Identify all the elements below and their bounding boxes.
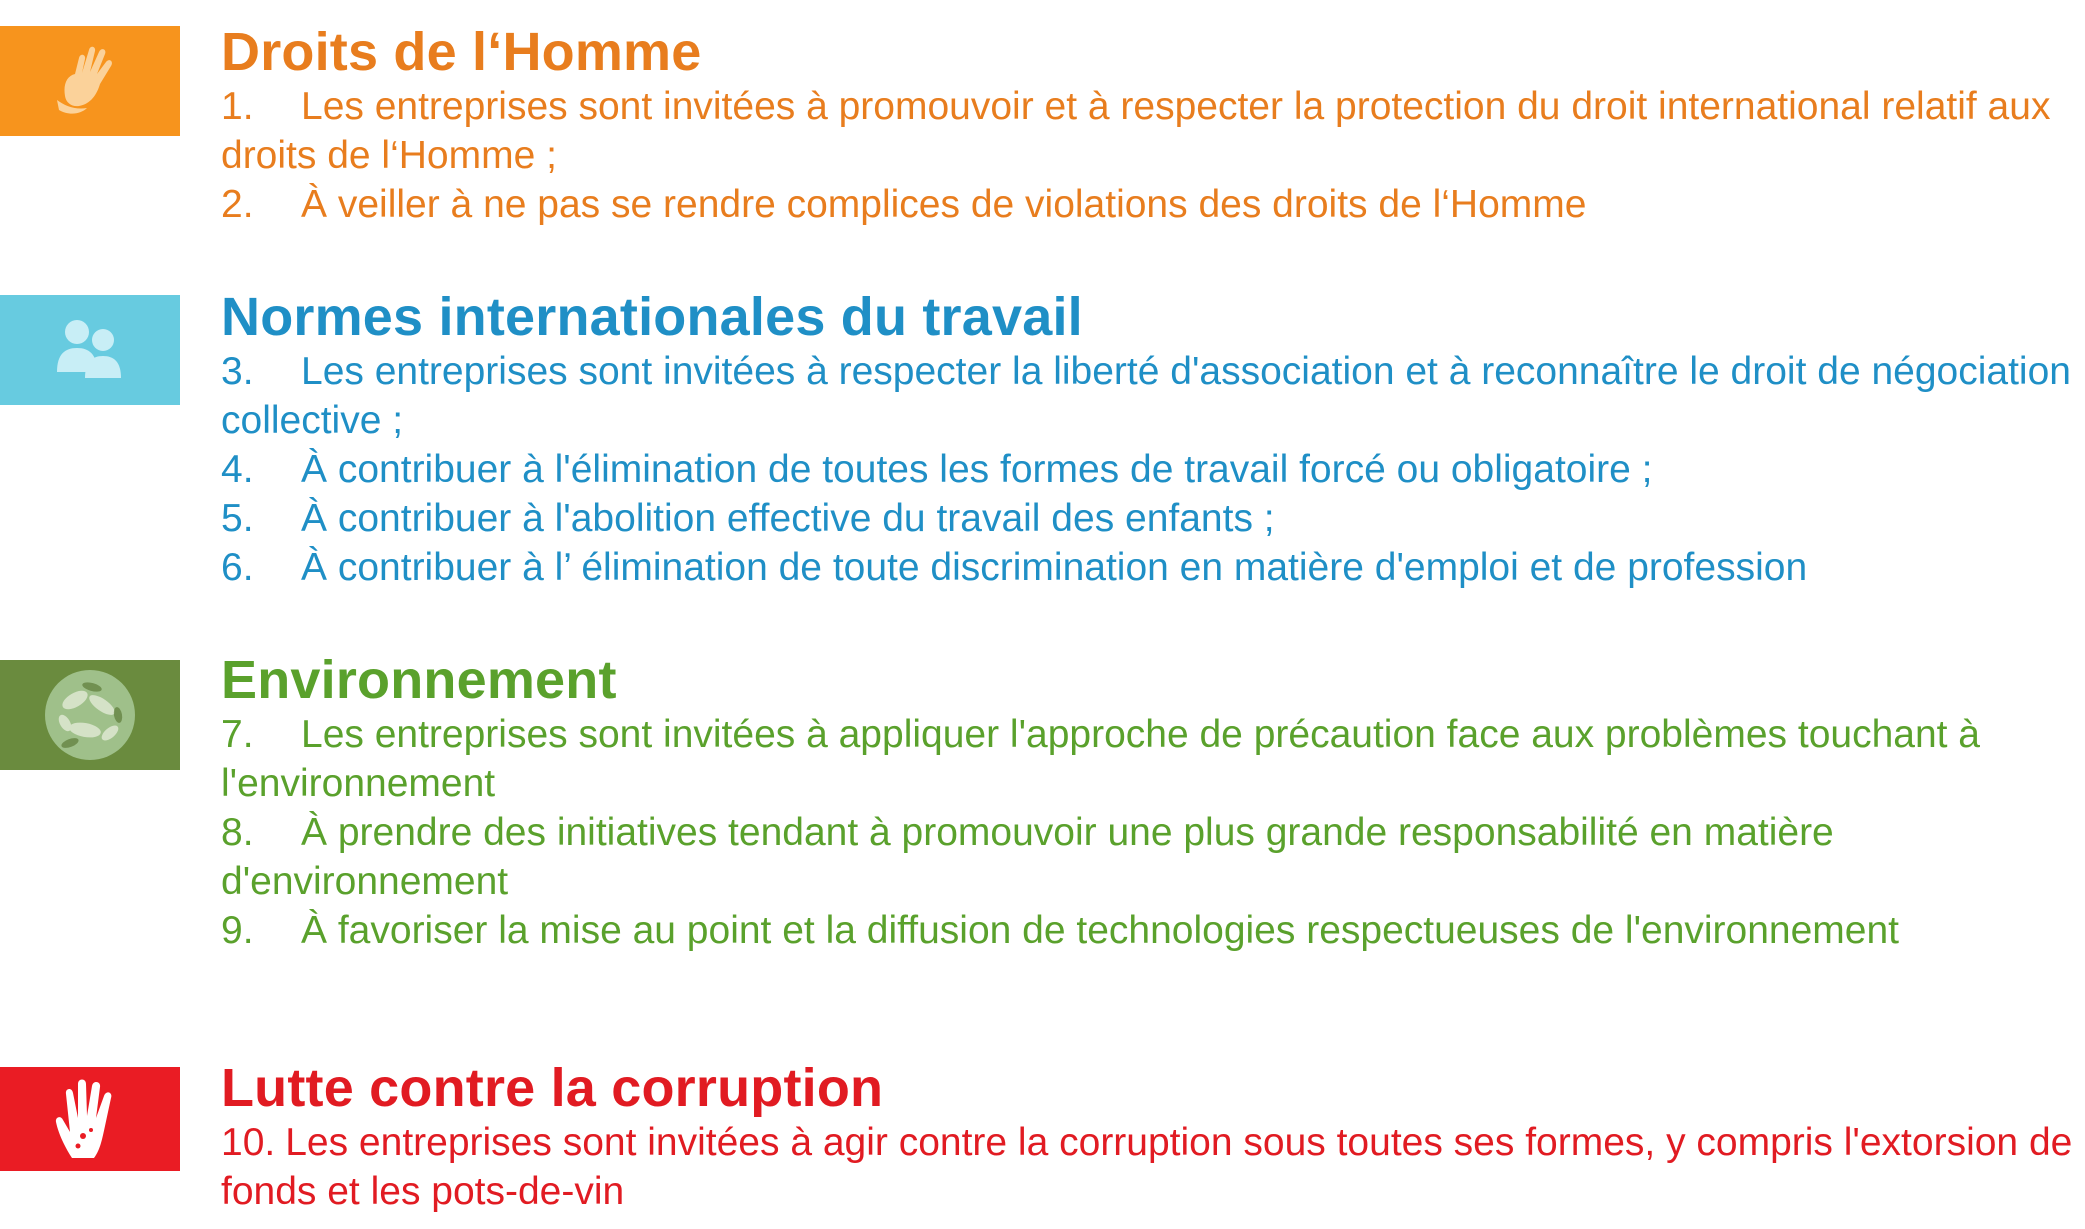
principle-item bbox=[221, 180, 2081, 229]
principle-text: À prendre des initiatives tendant à promouvoir une plus grande responsabilité en matière d'environnement bbox=[221, 811, 1834, 903]
principle-number: 1. bbox=[221, 85, 254, 128]
principle-number: 3. bbox=[221, 350, 254, 393]
principle-item bbox=[221, 906, 2081, 955]
principle-text: Les entreprises sont invitées à agir contre la corruption sous toutes ses formes, y compris l'extorsion de fonds et les pots-de-vin bbox=[221, 1121, 2073, 1213]
principle-text: Les entreprises sont invitées à appliquer l'approche de précaution face aux problèmes touchant à l'environnement bbox=[221, 713, 1980, 805]
principle-text: À contribuer à l’ élimination de toute discrimination en matière d'emploi et de profession bbox=[301, 546, 1808, 589]
principle-item bbox=[221, 710, 2081, 808]
principle-item bbox=[221, 808, 2081, 906]
principle-number: 10. bbox=[221, 1121, 276, 1164]
principle-number: 6. bbox=[221, 546, 254, 589]
section-title: Droits de l‘Homme bbox=[221, 22, 702, 82]
section-title: Normes internationales du travail bbox=[221, 287, 1083, 347]
principle-text: Les entreprises sont invitées à respecter la liberté d'association et à reconnaître le droit de négociation collective ; bbox=[221, 350, 2071, 442]
principle-number: 5. bbox=[221, 497, 254, 540]
section-title: Environnement bbox=[221, 650, 617, 710]
principle-item bbox=[221, 1118, 2081, 1216]
leaf-globe-icon bbox=[0, 660, 180, 770]
hand-icon bbox=[0, 26, 180, 136]
principle-item bbox=[221, 347, 2081, 445]
principle-item bbox=[221, 494, 2081, 543]
principle-number: 7. bbox=[221, 713, 254, 756]
principle-item bbox=[221, 445, 2081, 494]
principle-text: À contribuer à l'élimination de toutes les formes de travail forcé ou obligatoire ; bbox=[301, 448, 1653, 491]
principle-text: À contribuer à l'abolition effective du travail des enfants ; bbox=[301, 497, 1275, 540]
principle-text: À veiller à ne pas se rendre complices de violations des droits de l‘Homme bbox=[301, 183, 1587, 226]
principle-number: 9. bbox=[221, 909, 254, 952]
people-icon bbox=[0, 295, 180, 405]
principle-item bbox=[221, 543, 2081, 592]
principle-item bbox=[221, 82, 2081, 180]
principle-number: 4. bbox=[221, 448, 254, 491]
stop-hand-icon bbox=[0, 1067, 180, 1171]
section-title: Lutte contre la corruption bbox=[221, 1058, 884, 1118]
principle-text: À favoriser la mise au point et la diffusion de technologies respectueuses de l'environnement bbox=[301, 909, 1900, 952]
principle-number: 2. bbox=[221, 183, 254, 226]
principle-text: Les entreprises sont invitées à promouvoir et à respecter la protection du droit international relatif aux droits de l‘Homme ; bbox=[221, 85, 2051, 177]
principle-number: 8. bbox=[221, 811, 254, 854]
